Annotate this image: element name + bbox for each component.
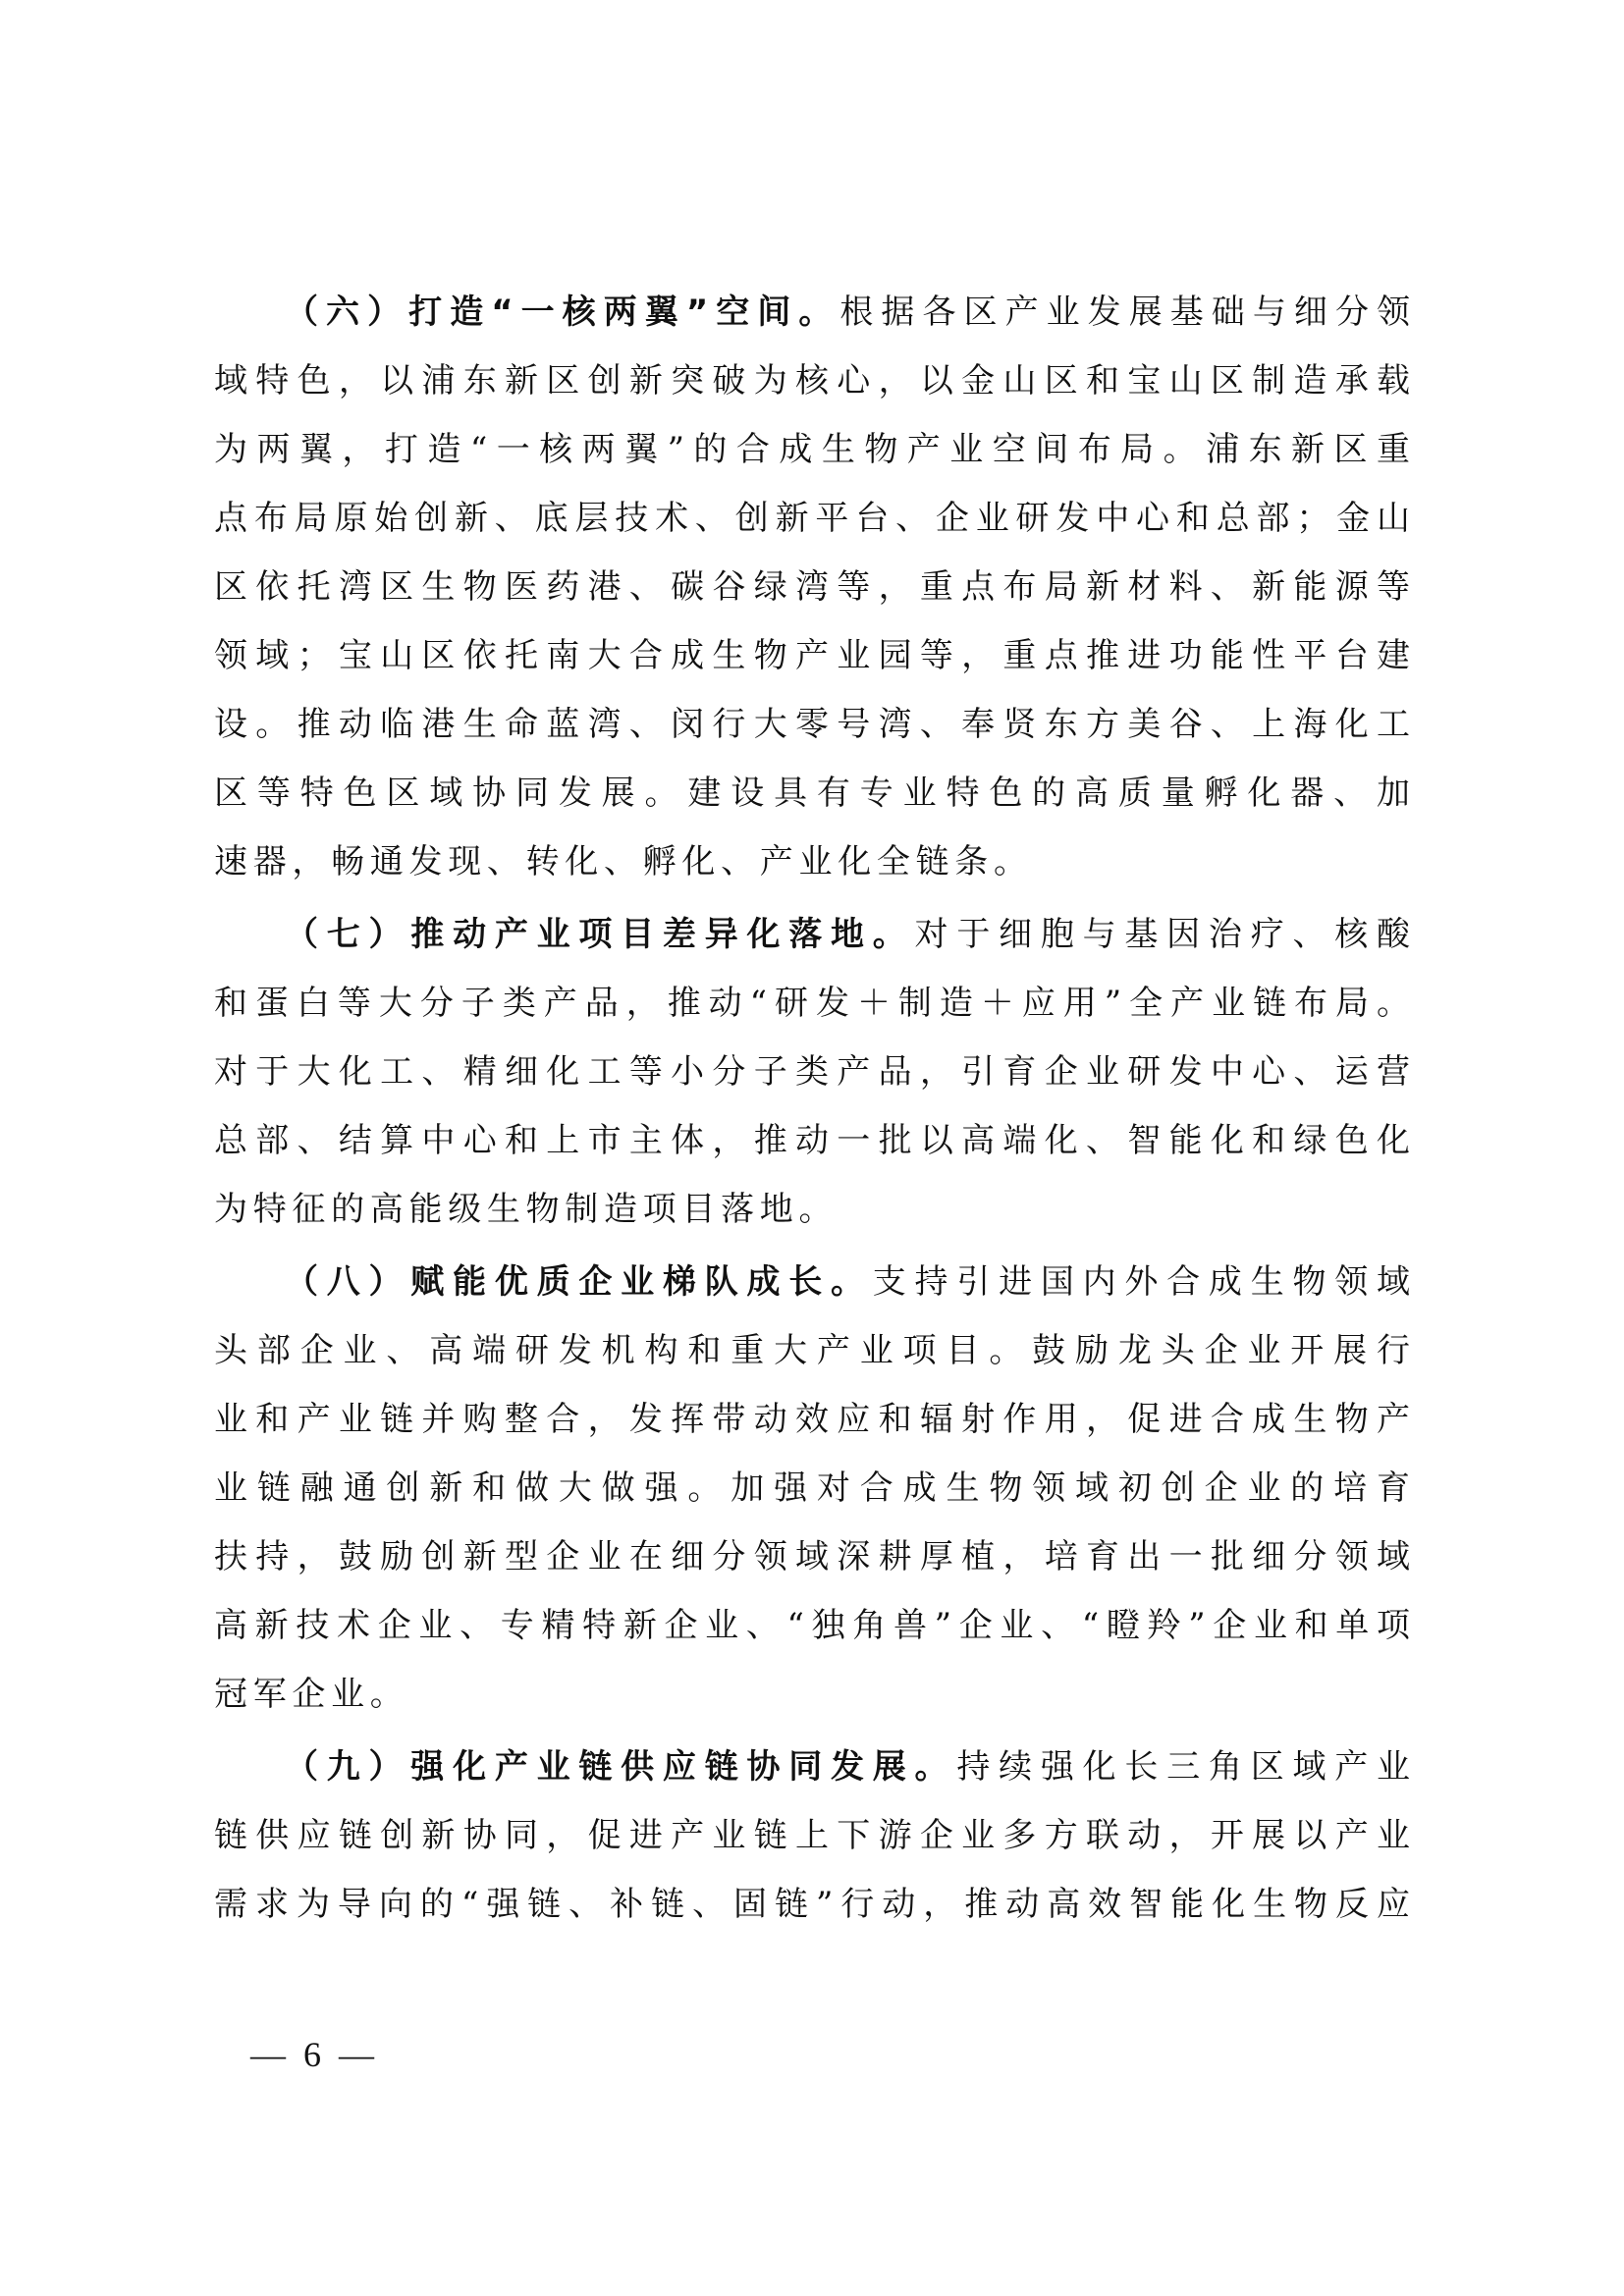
line-text: 根据各区产业发展基础与细分领 [839,293,1410,332]
paragraph-6 [214,278,1410,896]
paragraph-line: 区等特色区域协同发展。建设具有专业特色的高质量孵化器、加 [214,774,1410,813]
paragraph-line [214,1733,1410,1801]
paragraph-line: 业和产业链并购整合，发挥带动效应和辐射作用，促进合成生物产 [214,1400,1410,1439]
paragraph-line: 和蛋白等大分子类产品，推动“研发＋制造＋应用”全产业链布局。 [214,984,1410,1023]
section-heading: （七）推动产业项目差异化落地。 [285,915,915,954]
paragraph-line: 头部企业、高端研发机构和重大产业项目。鼓励龙头企业开展行 [214,1331,1410,1370]
paragraph-line: 总部、结算中心和上市主体，推动一批以高端化、智能化和绿色化 [214,1121,1410,1160]
paragraph-line: 域特色，以浦东新区创新突破为核心，以金山区和宝山区制造承载 [214,361,1410,400]
line-text: 支持引进国内外合成生物领域 [872,1262,1411,1302]
paragraph-line: 领域；宝山区依托南大合成生物产业园等，重点推进功能性平台建 [214,636,1410,675]
page-number: — 6 — [250,2035,374,2074]
paragraph-line: 为特征的高能级生物制造项目落地。 [214,1190,839,1229]
paragraph-line: 速器，畅通发现、转化、孵化、产业化全链条。 [214,842,1033,881]
paragraph-line: 业链融通创新和做大做强。加强对合成生物领域初创企业的培育 [214,1468,1410,1508]
line-text: 对于细胞与基因治疗、核酸 [914,915,1411,954]
paragraph-line: 冠军企业。 [214,1675,409,1714]
section-heading: （八）赋能优质企业梯队成长。 [285,1262,873,1302]
paragraph-line [214,278,1410,347]
paragraph-line: 高新技术企业、专精特新企业、“独角兽”企业、“瞪羚”企业和单项 [214,1606,1410,1645]
paragraph-line: 扶持，鼓励创新型企业在细分领域深耕厚植，培育出一批细分领域 [214,1537,1410,1576]
paragraph-line [214,1248,1410,1316]
paragraph-line: 为两翼，打造“一核两翼”的合成生物产业空间布局。浦东新区重 [214,430,1410,469]
document-body [214,278,1410,1939]
line-text: 持续强化长三角区域产业 [956,1747,1411,1787]
paragraph-8 [214,1248,1410,1729]
paragraph-line: 对于大化工、精细化工等小分子类产品，引育企业研发中心、运营 [214,1052,1410,1092]
paragraph-7 [214,900,1410,1244]
paragraph-line: 设。推动临港生命蓝湾、闵行大零号湾、奉贤东方美谷、上海化工 [214,705,1410,744]
paragraph-9 [214,1733,1410,1939]
paragraph-line: 点布局原始创新、底层技术、创新平台、企业研发中心和总部；金山 [214,499,1410,538]
paragraph-line [214,900,1410,969]
section-heading: （六）打造“一核两翼”空间。 [285,293,840,332]
paragraph-line: 区依托湾区生物医药港、碳谷绿湾等，重点布局新材料、新能源等 [214,567,1410,607]
section-heading: （九）强化产业链供应链协同发展。 [285,1747,957,1787]
paragraph-line: 链供应链创新协同，促进产业链上下游企业多方联动，开展以产业 [214,1816,1410,1855]
paragraph-line: 需求为导向的“强链、补链、固链”行动，推动高效智能化生物反应 [214,1885,1410,1924]
